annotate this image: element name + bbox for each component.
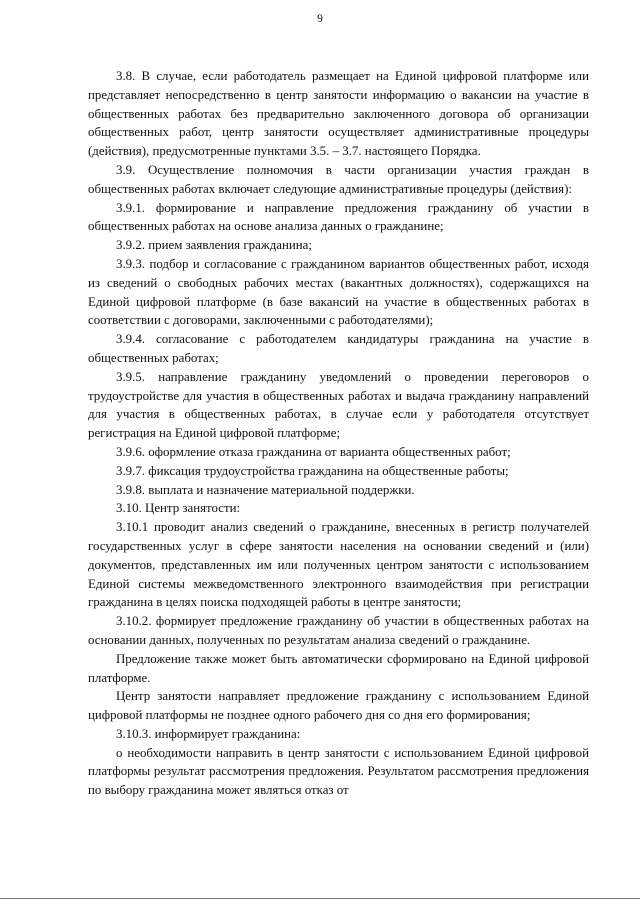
paragraph-3-10-3: 3.10.3. информирует гражданина: <box>116 726 301 741</box>
paragraph-3-10: 3.10. Центр занятости: <box>116 501 241 516</box>
paragraph-3-10-1: 3.10.1 проводит анализ сведений о гражданине, внесенных в регистр получателей государственных услуг в сфере занятости населения на основании сведений и (или) документов, представленных им или полученных центром занятости с использованием Единой системы межведомственного электронного взаимодействия при регистрации гражданина в целях поиска подходящей работы в центре занятости; <box>88 520 589 610</box>
paragraph-3-9-2: 3.9.2. прием заявления гражданина; <box>116 238 312 253</box>
paragraph-3-9-4: 3.9.4. согласование с работодателем кандидатуры гражданина на участие в общественных работах; <box>88 332 589 365</box>
paragraph-3-9-3: 3.9.3. подбор и согласование с гражданином вариантов общественных работ, исходя из сведений о свободных рабочих местах (вакантных должностях), содержащихся на Единой цифровой платформе (в базе вакансий на участие в общественных работах в соответствии с договорами, заключенными с работодателями); <box>88 256 589 328</box>
paragraph-3-8: 3.8. В случае, если работодатель размещает на Единой цифровой платформе или представляет непосредственно в центр занятости информацию о вакансии на участие в общественных работах без предварительно заключенного договора об организации общественных работ, центр занятости осуществляет административные процедуры (действия), предусмотренные пунктами 3.5. – 3.7. настоящего Порядка. <box>88 69 589 159</box>
paragraph-3-9-5: 3.9.5. направление гражданину уведомлений о проведении переговоров о трудоустройстве для участия в общественных работах и выдача гражданину направлений для участия в общественных работах, в случае если у работодателя отсутствует регистрация на Единой цифровой платформе; <box>88 369 589 441</box>
paragraph-proposal-send: Центр занятости направляет предложение гражданину с использованием Единой цифровой платформы не позднее одного рабочего дня со дня его формирования; <box>88 689 589 723</box>
document-body <box>88 67 589 800</box>
page-number: 9 <box>317 13 323 25</box>
paragraph-3-9-1: 3.9.1. формирование и направление предложения гражданину об участии в общественных работах на основе анализа данных о гражданине; <box>88 200 589 234</box>
paragraph-3-9: 3.9. Осуществление полномочия в части организации участия граждан в общественных работах включает следующие административные процедуры (действия): <box>88 162 589 196</box>
paragraph-3-9-6: 3.9.6. оформление отказа гражданина от варианта общественных работ; <box>116 444 511 459</box>
paragraph-proposal-auto: Предложение также может быть автоматически сформировано на Единой цифровой платформе. <box>88 651 589 685</box>
paragraph-3-9-7: 3.9.7. фиксация трудоустройства гражданина на общественные работы; <box>116 463 509 478</box>
paragraph-3-10-2: 3.10.2. формирует предложение гражданину об участии в общественных работах на основании данных, полученных по результатам анализа сведений о гражданине. <box>88 614 589 647</box>
paragraph-3-9-8: 3.9.8. выплата и назначение материальной поддержки. <box>116 482 415 497</box>
paragraph-inform-result: о необходимости направить в центр занятости с использованием Единой цифровой платформы результат рассмотрения предложения. Результатом рассмотрения предложения по выбору гражданина может являться отказ от <box>88 745 589 798</box>
bottom-divider <box>0 898 640 899</box>
